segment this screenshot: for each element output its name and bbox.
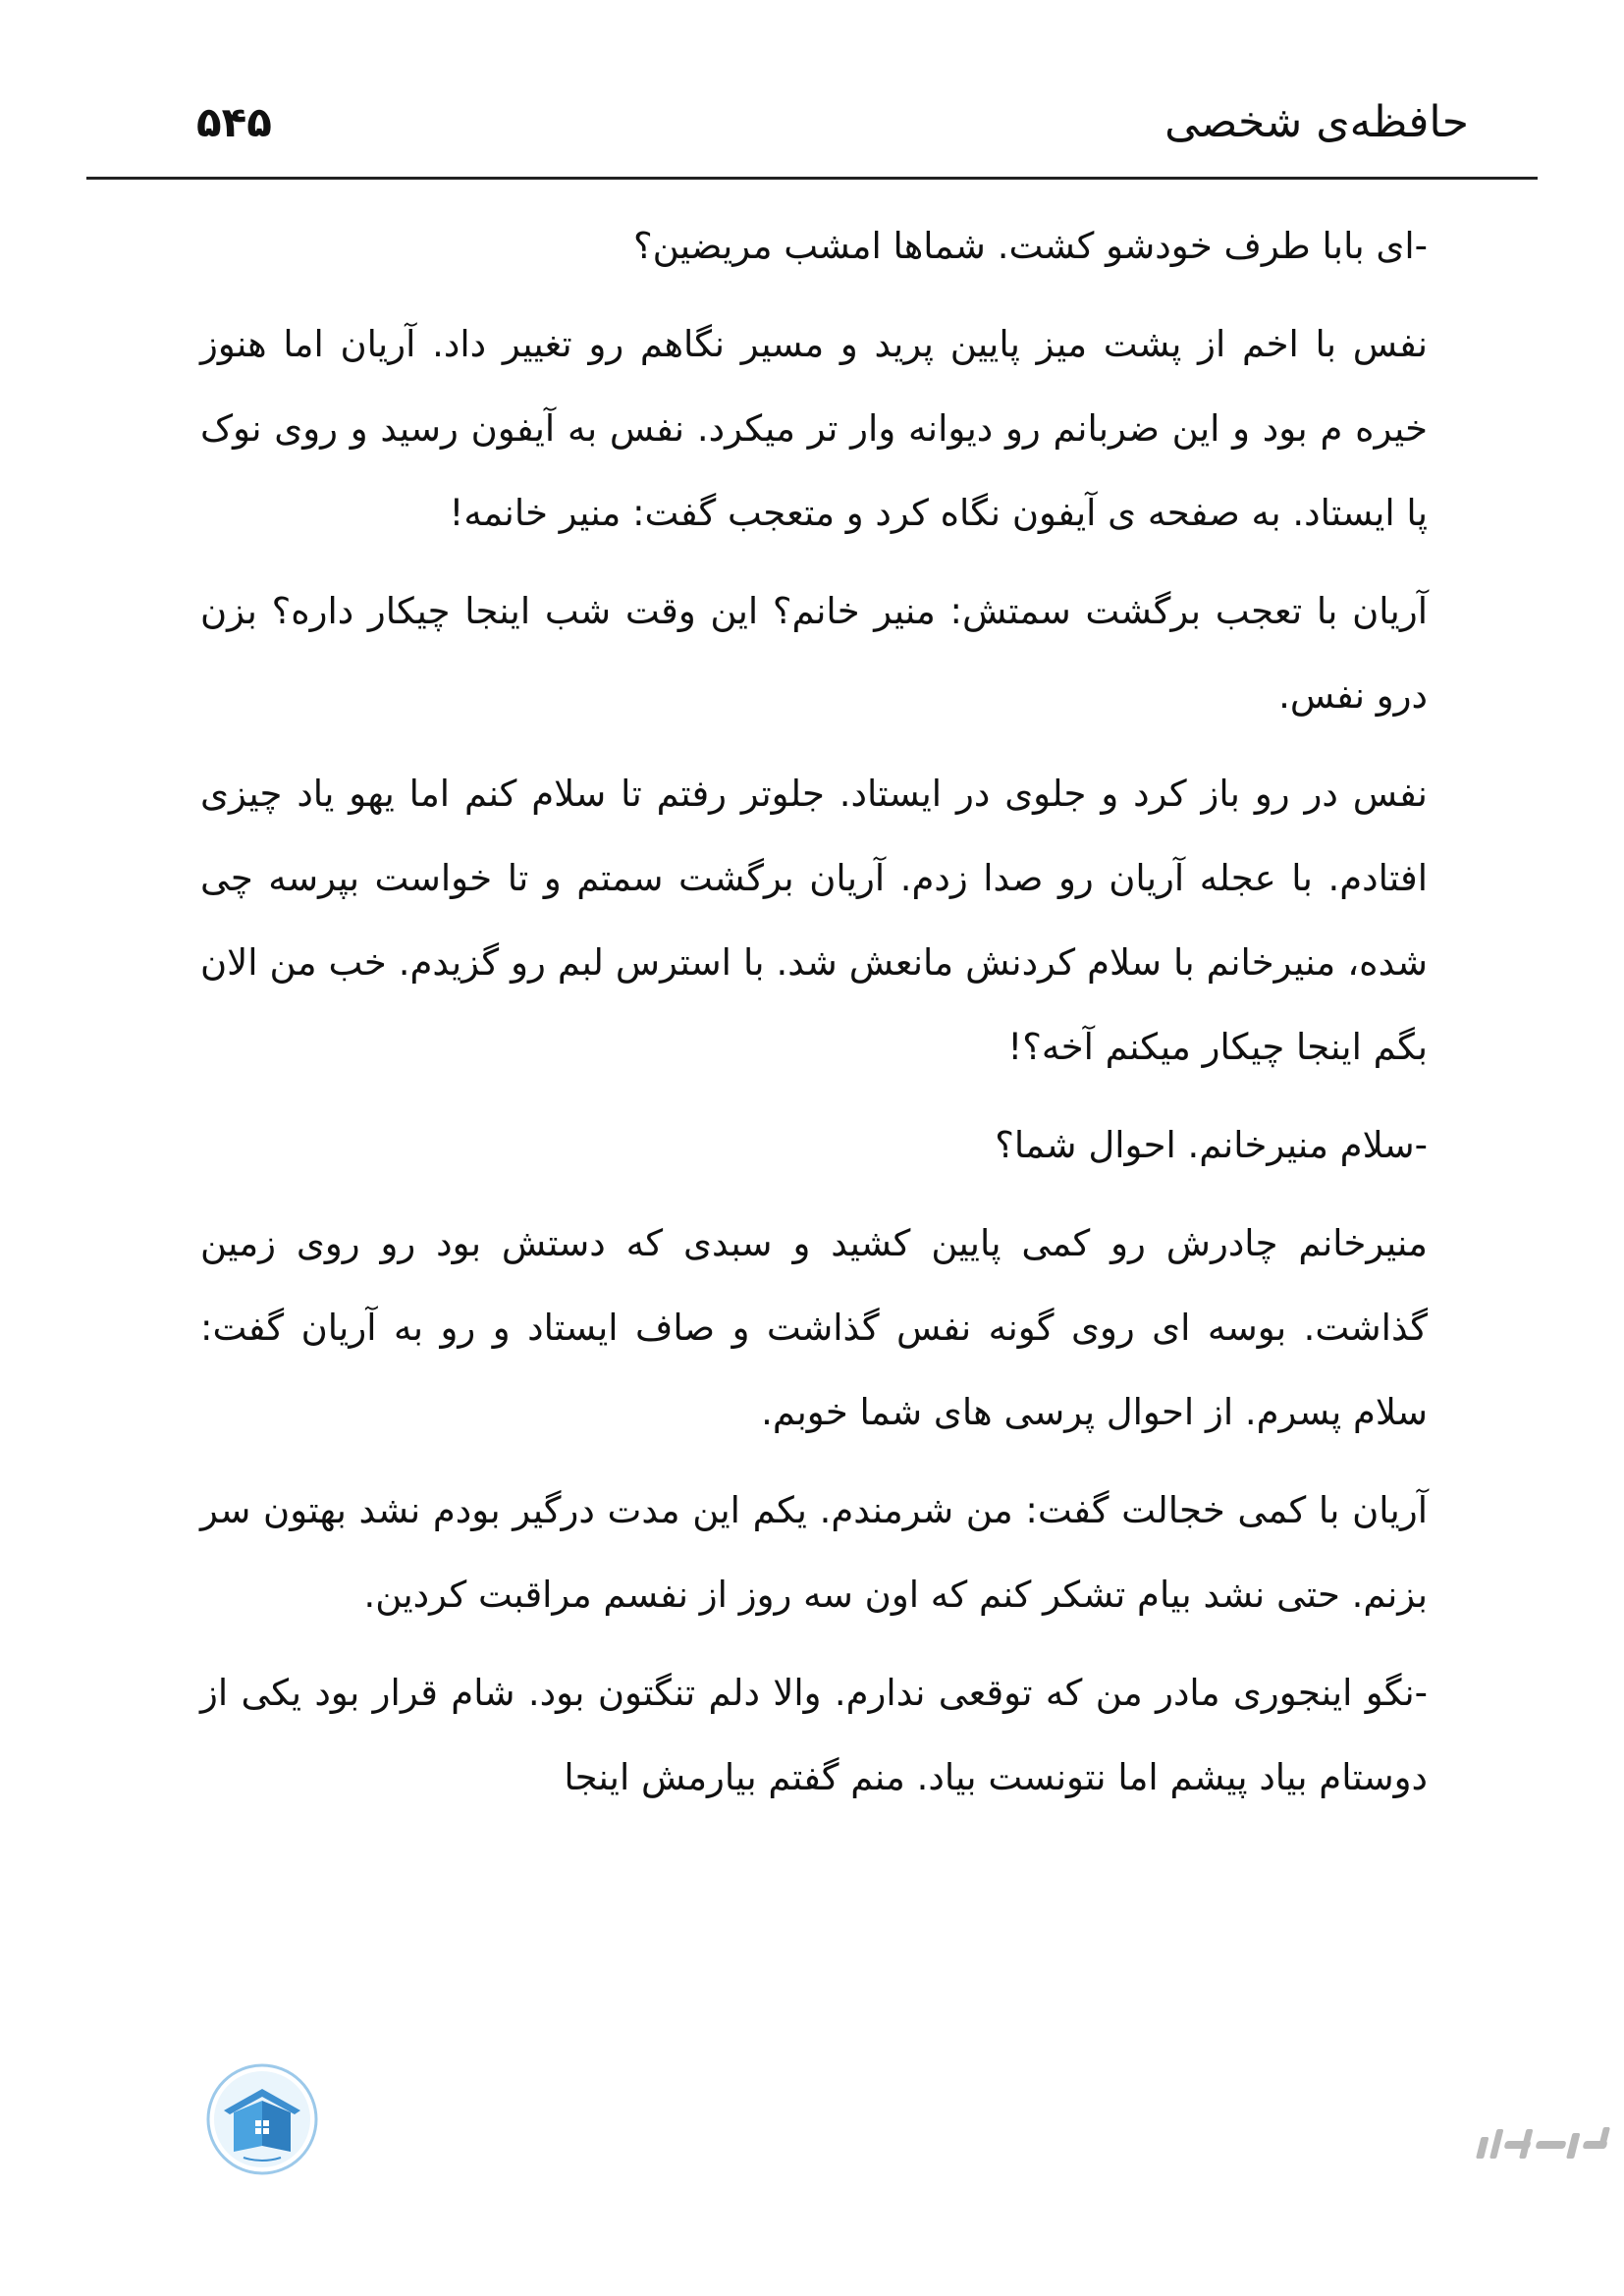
paragraph: آریان با تعجب برگشت سمتش: منیر خانم؟ این وقت شب اینجا چیکار داره؟ بزن درو نفس. — [200, 590, 1428, 717]
page-body — [200, 204, 1428, 1834]
book-title: حافظه‌ی شخصی — [1164, 97, 1469, 147]
page-header — [86, 88, 1538, 167]
paragraph: آریان با کمی خجالت گفت: من شرمندم. یکم این مدت درگیر بودم نشد بهتون سر بزنم. حتی نشد بیام تشکر کنم که اون سه روز از نفسم مراقبت کردین. — [200, 1489, 1428, 1616]
paragraph: منیرخانم چادرش رو کمی پایین کشید و سبدی که دستش بود رو روی زمین گذاشت. بوسه ای روی گونه نفس گذاشت و صاف ایستاد و رو به آریان گفت: سلام پسرم. از احوال پرسی های شما خوبم. — [200, 1222, 1428, 1433]
paragraph: -ای بابا طرف خودشو کشت. شماها امشب مریضین؟ — [632, 225, 1428, 267]
book-house-logo-icon — [204, 2061, 320, 2177]
paragraph: -سلام منیرخانم. احوال شما؟ — [995, 1124, 1428, 1166]
romansara-watermark-icon — [1467, 2115, 1624, 2170]
paragraph: -نگو اینجوری مادر من که توقعی ندارم. والا دلم تنگتون بود. شام قرار بود یکی از دوستام بیاد پیشم اما نتونست بیاد. منم گفتم بیارمش اینجا — [200, 1672, 1428, 1798]
paragraph: نفس با اخم از پشت میز پایین پرید و مسیر نگاهم رو تغییر داد. آریان اما هنوز خیره م بود و این ضربانم رو دیوانه وار تر میکرد. نفس به آیفون رسید و روی نوک پا ایستاد. به صفحه ی آیفون نگاه کرد و متعجب گفت: منیر خانمه! — [200, 323, 1428, 534]
page-number: ۵۴۵ — [196, 98, 272, 146]
paragraph: نفس در رو باز کرد و جلوی در ایستاد. جلوتر رفتم تا سلام کنم اما یهو یاد چیزی افتادم. با عجله آریان رو صدا زدم. آریان برگشت سمتم و تا خواست بپرسه چی شده، منیرخانم با سلام کردنش مانعش شد. با استرس لبم رو گزیدم. خب من الان بگم اینجا چیکار میکنم آخه؟! — [200, 773, 1428, 1068]
header-divider — [86, 177, 1538, 180]
